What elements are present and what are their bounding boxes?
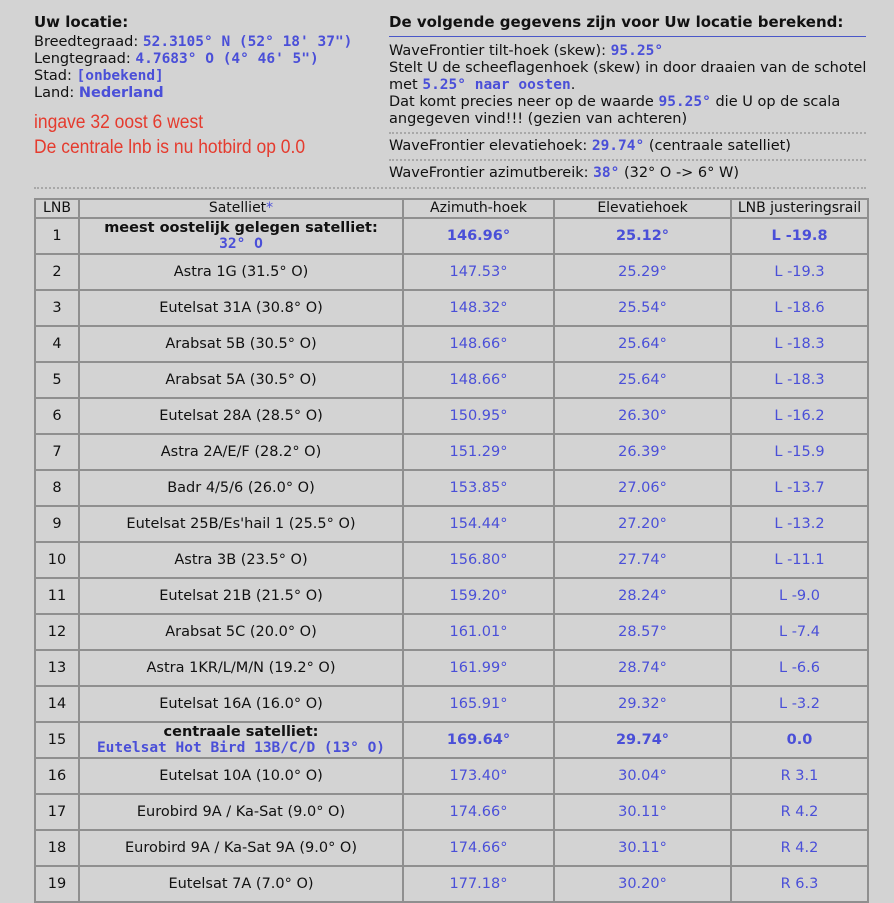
azimuth-cell: 161.01° [403, 614, 554, 650]
skew-direction-value: 5.25° naar oosten [422, 77, 571, 93]
satellite-cell: Astra 2A/E/F (28.2° O) [79, 434, 403, 470]
skew-label: WaveFrontier tilt-hoek (skew): [389, 43, 607, 59]
divider [389, 159, 866, 161]
elevation-cell: 28.57° [554, 614, 731, 650]
table-row [35, 542, 868, 578]
rail-cell: L -16.2 [731, 398, 868, 434]
azimuth-cell: 177.18° [403, 866, 554, 902]
table-row [35, 614, 868, 650]
section-divider [34, 187, 866, 189]
table-row [35, 362, 868, 398]
rail-cell: R 3.1 [731, 758, 868, 794]
divider [389, 132, 866, 134]
table-header-row [35, 199, 868, 218]
table-row [35, 398, 868, 434]
rail-cell: L -19.8 [731, 218, 868, 254]
satellite-cell [79, 722, 403, 758]
elevation-cell: 25.12° [554, 218, 731, 254]
lnb-number-cell: 9 [35, 506, 79, 542]
lnb-number-cell: 15 [35, 722, 79, 758]
info-panel [0, 0, 894, 195]
country-value: Nederland [78, 85, 164, 101]
elevation-value: 29.74° [591, 138, 645, 154]
table-row [35, 326, 868, 362]
longitude-label: Lengtegraad: [34, 51, 131, 67]
rail-cell: R 6.3 [731, 866, 868, 902]
elevation-cell: 30.04° [554, 758, 731, 794]
satellite-cell: Astra 1KR/L/M/N (19.2° O) [79, 650, 403, 686]
satellite-cell [79, 218, 403, 254]
latitude-label: Breedtegraad: [34, 34, 139, 50]
satellite-title: meest oostelijk gelegen satelliet: [104, 220, 378, 236]
azimuth-cell: 161.99° [403, 650, 554, 686]
satellite-cell: Eurobird 9A / Ka-Sat (9.0° O) [79, 794, 403, 830]
elevation-cell: 30.11° [554, 794, 731, 830]
latitude-value: 52.3105° N (52° 18' 37") [142, 34, 353, 50]
elevation-cell: 27.06° [554, 470, 731, 506]
city-label: Stad: [34, 68, 72, 84]
satellite-name: 32° O [219, 236, 263, 252]
table-row [35, 722, 868, 758]
satellite-cell: Arabsat 5A (30.5° O) [79, 362, 403, 398]
table-row [35, 830, 868, 866]
elevation-label: WaveFrontier elevatiehoek: [389, 138, 588, 154]
azimuth-cell: 148.66° [403, 362, 554, 398]
elevation-cell: 25.54° [554, 290, 731, 326]
rail-cell: L -3.2 [731, 686, 868, 722]
lnb-number-cell: 10 [35, 542, 79, 578]
skew-row [389, 43, 866, 60]
rail-cell: L -18.3 [731, 326, 868, 362]
azimuth-cell: 174.66° [403, 794, 554, 830]
col-header-rail: LNB justeringsrail [731, 199, 868, 218]
location-header: Uw locatie: [34, 13, 129, 31]
rail-cell: L -11.1 [731, 542, 868, 578]
satellite-header-label: Satelliet [208, 200, 267, 216]
satellite-cell: Eutelsat 25B/Es'hail 1 (25.5° O) [79, 506, 403, 542]
lnb-number-cell: 12 [35, 614, 79, 650]
rail-cell: L -9.0 [731, 578, 868, 614]
lnb-number-cell: 16 [35, 758, 79, 794]
elevation-row [389, 138, 866, 155]
azimuth-cell: 146.96° [403, 218, 554, 254]
elevation-cell: 30.20° [554, 866, 731, 902]
footnote-star-link[interactable]: * [266, 200, 274, 216]
elevation-note: (centraale satelliet) [644, 138, 791, 154]
user-note-line-1: ingave 32 oost 6 west [34, 112, 204, 133]
table-row [35, 794, 868, 830]
elevation-cell: 28.24° [554, 578, 731, 614]
satellite-cell: Arabsat 5C (20.0° O) [79, 614, 403, 650]
scale-instruction-line-1 [389, 94, 866, 111]
satellite-name: Eutelsat Hot Bird 13B/C/D (13° O) [96, 740, 386, 756]
col-header-lnb: LNB [35, 199, 79, 218]
lnb-number-cell: 5 [35, 362, 79, 398]
satellite-cell: Eutelsat 21B (21.5° O) [79, 578, 403, 614]
latitude-row [34, 34, 374, 51]
azimuth-cell: 169.64° [403, 722, 554, 758]
table-row [35, 470, 868, 506]
lnb-number-cell: 7 [35, 434, 79, 470]
lnb-number-cell: 8 [35, 470, 79, 506]
table-row [35, 254, 868, 290]
skew-value: 95.25° [610, 43, 664, 59]
rail-cell: L -13.2 [731, 506, 868, 542]
rail-cell: L -13.7 [731, 470, 868, 506]
elevation-cell: 30.11° [554, 830, 731, 866]
elevation-cell: 29.74° [554, 722, 731, 758]
city-value: [onbekend] [76, 68, 164, 84]
elevation-cell: 27.20° [554, 506, 731, 542]
satellite-cell: Eutelsat 7A (7.0° O) [79, 866, 403, 902]
table-row [35, 650, 868, 686]
azimuth-cell: 154.44° [403, 506, 554, 542]
city-row [34, 68, 374, 85]
table-row [35, 866, 868, 902]
lnb-number-cell: 2 [35, 254, 79, 290]
table-row [35, 578, 868, 614]
azimuth-cell: 153.85° [403, 470, 554, 506]
table-row [35, 686, 868, 722]
table-row [35, 290, 868, 326]
rail-cell: R 4.2 [731, 794, 868, 830]
col-header-azimuth: Azimuth-hoek [403, 199, 554, 218]
satellite-table [34, 198, 869, 903]
azimuth-cell: 173.40° [403, 758, 554, 794]
rail-cell: L -19.3 [731, 254, 868, 290]
satellite-cell: Astra 3B (23.5° O) [79, 542, 403, 578]
table-row [35, 758, 868, 794]
satellite-cell: Eurobird 9A / Ka-Sat 9A (9.0° O) [79, 830, 403, 866]
elevation-cell: 26.30° [554, 398, 731, 434]
azimuth-range-label: WaveFrontier azimutbereik: [389, 165, 589, 181]
longitude-row [34, 51, 374, 68]
skew-instruction-line-1: Stelt U de scheeflagenhoek (skew) in door draaien van de schotel [389, 60, 867, 76]
instruction-text: . [570, 77, 576, 93]
table-row [35, 434, 868, 470]
elevation-cell: 25.64° [554, 362, 731, 398]
azimuth-cell: 159.20° [403, 578, 554, 614]
azimuth-cell: 174.66° [403, 830, 554, 866]
country-row [34, 85, 374, 102]
scale-instruction-line-2: angegeven vind!!! (gezien van achteren) [389, 111, 688, 127]
skew-instruction-line-2 [389, 77, 866, 94]
lnb-number-cell: 17 [35, 794, 79, 830]
lnb-number-cell: 11 [35, 578, 79, 614]
instruction-text: met [389, 77, 423, 93]
satellite-cell: Eutelsat 31A (30.8° O) [79, 290, 403, 326]
lnb-number-cell: 18 [35, 830, 79, 866]
azimuth-cell: 147.53° [403, 254, 554, 290]
azimuth-range-note: (32° O -> 6° W) [619, 165, 740, 181]
satellite-cell: Badr 4/5/6 (26.0° O) [79, 470, 403, 506]
azimuth-cell: 150.95° [403, 398, 554, 434]
table-row [35, 218, 868, 254]
location-section [34, 12, 374, 160]
lnb-number-cell: 13 [35, 650, 79, 686]
azimuth-range-row [389, 165, 866, 182]
table-row [35, 506, 868, 542]
instruction-text: Dat komt precies neer op de waarde [389, 94, 659, 110]
elevation-cell: 29.32° [554, 686, 731, 722]
azimuth-range-value: 38° [593, 165, 620, 181]
rail-cell: L -6.6 [731, 650, 868, 686]
rail-cell: 0.0 [731, 722, 868, 758]
elevation-cell: 25.64° [554, 326, 731, 362]
azimuth-cell: 148.66° [403, 326, 554, 362]
satellite-cell: Eutelsat 28A (28.5° O) [79, 398, 403, 434]
elevation-cell: 26.39° [554, 434, 731, 470]
lnb-number-cell: 14 [35, 686, 79, 722]
rail-cell: L -18.3 [731, 362, 868, 398]
col-header-satellite [79, 199, 403, 218]
lnb-number-cell: 3 [35, 290, 79, 326]
calculation-header: De volgende gegevens zijn voor Uw locatie berekend: [389, 12, 866, 37]
satellite-cell: Arabsat 5B (30.5° O) [79, 326, 403, 362]
azimuth-cell: 156.80° [403, 542, 554, 578]
user-note-line-2: De centrale lnb is nu hotbird op 0.0 [34, 137, 306, 158]
lnb-number-cell: 1 [35, 218, 79, 254]
azimuth-cell: 151.29° [403, 434, 554, 470]
satellite-cell: Astra 1G (31.5° O) [79, 254, 403, 290]
lnb-number-cell: 19 [35, 866, 79, 902]
col-header-elevation: Elevatiehoek [554, 199, 731, 218]
satellite-title: centraale satelliet: [163, 724, 319, 740]
rail-cell: L -7.4 [731, 614, 868, 650]
lnb-number-cell: 4 [35, 326, 79, 362]
satellite-cell: Eutelsat 16A (16.0° O) [79, 686, 403, 722]
rail-cell: L -15.9 [731, 434, 868, 470]
scale-value: 95.25° [658, 94, 711, 110]
longitude-value: 4.7683° O (4° 46' 5") [135, 51, 319, 67]
instruction-text: die U op de scala [710, 94, 841, 110]
elevation-cell: 27.74° [554, 542, 731, 578]
calculation-section [389, 12, 866, 182]
rail-cell: L -18.6 [731, 290, 868, 326]
satellite-cell: Eutelsat 10A (10.0° O) [79, 758, 403, 794]
lnb-number-cell: 6 [35, 398, 79, 434]
country-label: Land: [34, 85, 75, 101]
azimuth-cell: 165.91° [403, 686, 554, 722]
azimuth-cell: 148.32° [403, 290, 554, 326]
elevation-cell: 28.74° [554, 650, 731, 686]
elevation-cell: 25.29° [554, 254, 731, 290]
rail-cell: R 4.2 [731, 830, 868, 866]
